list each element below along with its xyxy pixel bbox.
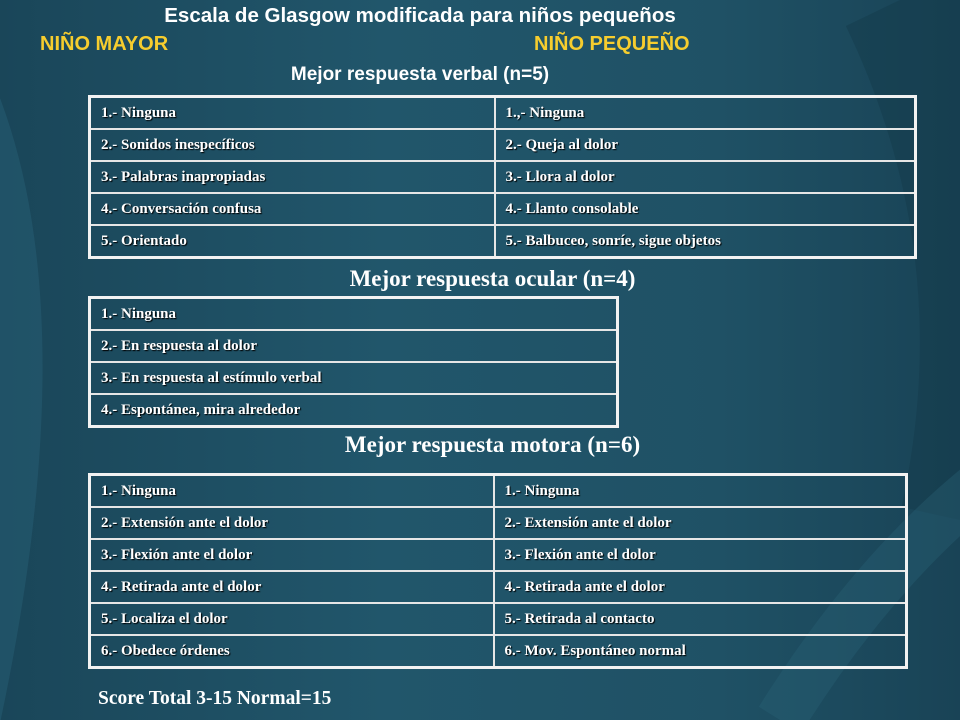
table-cell: 4.- Llanto consolable (495, 193, 916, 225)
table-cell: 2.- Extensión ante el dolor (90, 507, 494, 539)
ocular-heading: Mejor respuesta ocular (n=4) (349, 266, 636, 291)
table-cell: 1.- Ninguna (90, 298, 618, 331)
label-younger-child: NIÑO PEQUEÑO (534, 33, 690, 55)
score-total: Score Total 3-15 Normal=15 (98, 688, 332, 709)
table-cell: 1.- Ninguna (494, 475, 907, 508)
motor-table (88, 473, 908, 669)
table-cell: 5.- Balbuceo, sonríe, sigue objetos (495, 225, 916, 258)
table-cell: 1.- Ninguna (90, 97, 495, 130)
table-cell: 2.- Queja al dolor (495, 129, 916, 161)
arc-left (0, 80, 13, 720)
table-cell: 3.- Palabras inapropiadas (90, 161, 495, 193)
table-cell: 6.- Mov. Espontáneo normal (494, 635, 907, 668)
slide-title: Escala de Glasgow modificada para niños pequeños (164, 4, 676, 27)
ocular-table (88, 296, 619, 428)
verbal-heading: Mejor respuesta verbal (n=5) (290, 64, 550, 85)
table-row (90, 571, 907, 603)
table-cell: 5.- Retirada al contacto (494, 603, 907, 635)
table-cell: 1.- Ninguna (90, 475, 494, 508)
table-row (90, 97, 916, 130)
table-cell: 4.- Retirada ante el dolor (494, 571, 907, 603)
table-row (90, 603, 907, 635)
table-cell: 2.- Extensión ante el dolor (494, 507, 907, 539)
motor-heading: Mejor respuesta motora (n=6) (344, 432, 641, 457)
verbal-table (88, 95, 917, 259)
table-cell: 1.,- Ninguna (495, 97, 916, 130)
table-cell: 5.- Localiza el dolor (90, 603, 494, 635)
table-cell: 4.- Conversación confusa (90, 193, 495, 225)
table-row (90, 362, 618, 394)
table-cell: 5.- Orientado (90, 225, 495, 258)
table-row (90, 475, 907, 508)
table-cell: 3.- Flexión ante el dolor (494, 539, 907, 571)
table-cell: 4.- Espontánea, mira alrededor (90, 394, 618, 427)
table-row (90, 298, 618, 331)
table-cell: 2.- Sonidos inespecíficos (90, 129, 495, 161)
table-row (90, 225, 916, 258)
table-row (90, 161, 916, 193)
table-cell: 2.- En respuesta al dolor (90, 330, 618, 362)
table-row (90, 539, 907, 571)
table-row (90, 394, 618, 427)
table-row (90, 129, 916, 161)
table-cell: 3.- En respuesta al estímulo verbal (90, 362, 618, 394)
label-older-child: NIÑO MAYOR (40, 33, 169, 55)
table-cell: 6.- Obedece órdenes (90, 635, 494, 668)
table-row (90, 635, 907, 668)
table-cell: 4.- Retirada ante el dolor (90, 571, 494, 603)
table-row (90, 193, 916, 225)
table-row (90, 330, 618, 362)
table-cell: 3.- Llora al dolor (495, 161, 916, 193)
table-row (90, 507, 907, 539)
table-cell: 3.- Flexión ante el dolor (90, 539, 494, 571)
